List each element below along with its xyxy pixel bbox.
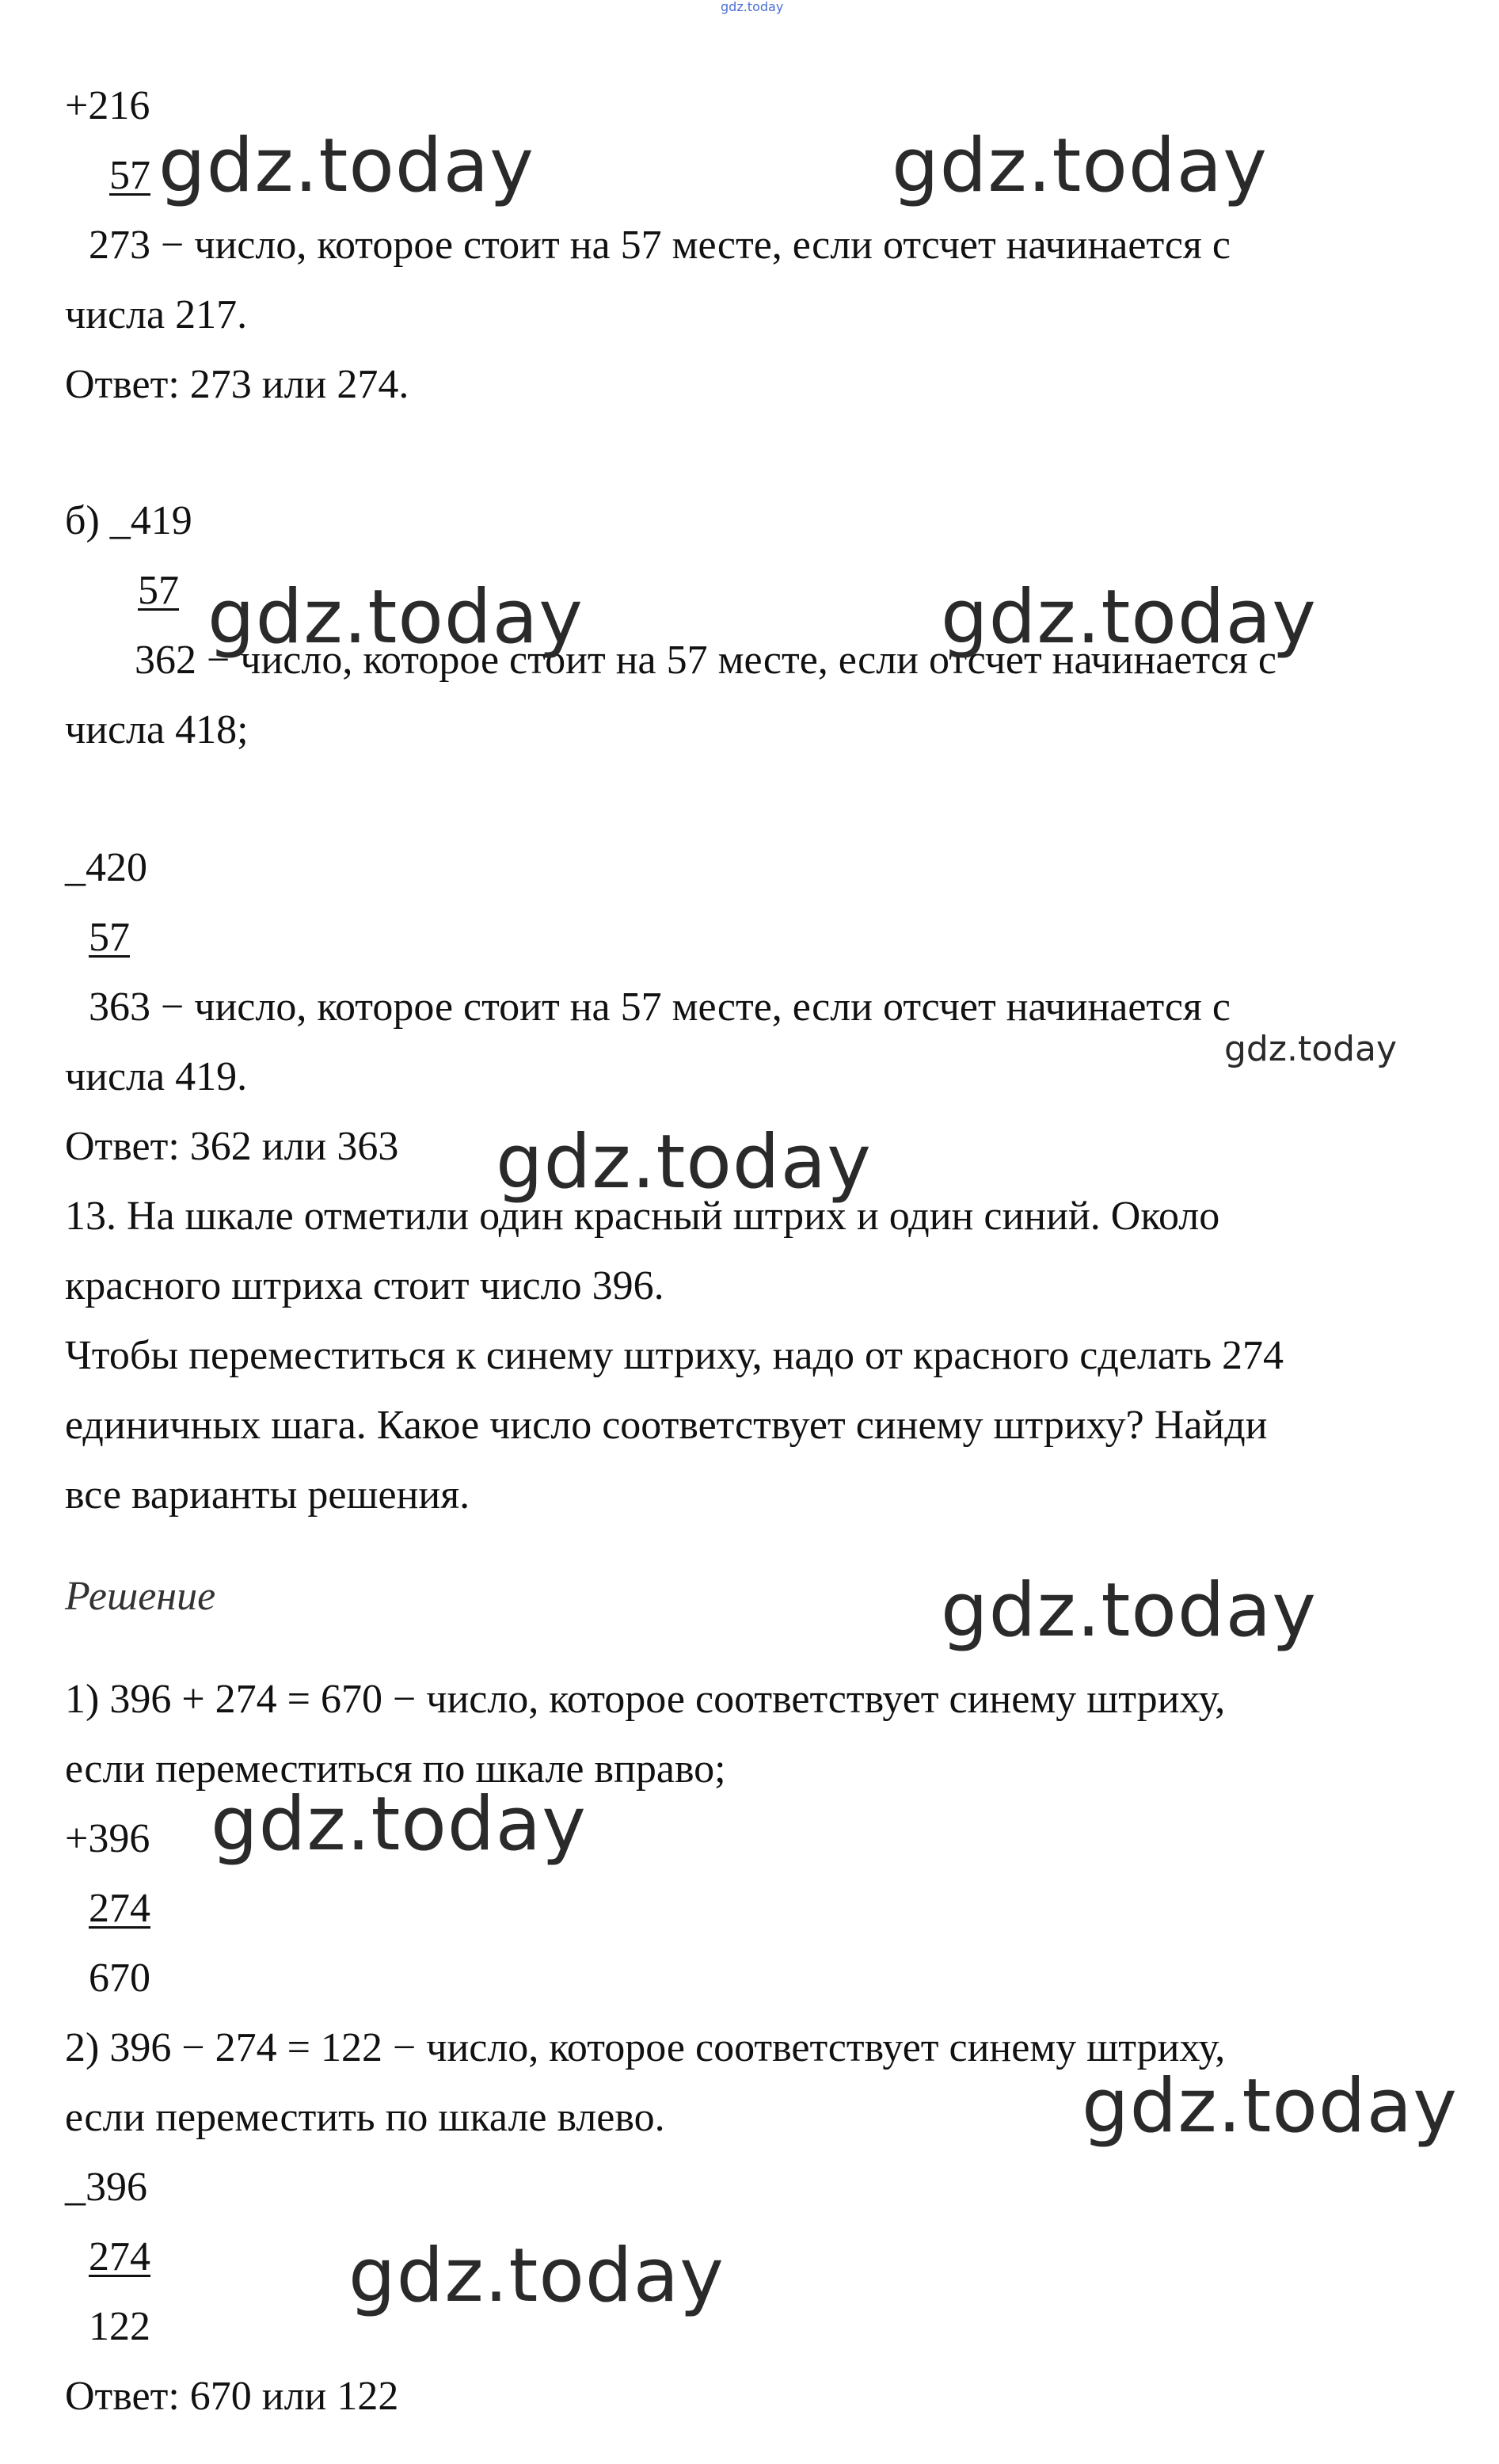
answer-line: Ответ: 362 или 363 (65, 1124, 399, 1169)
watermark-top: gdz.today (721, 0, 784, 14)
watermark: gdz.today (348, 2233, 725, 2319)
watermark: gdz.today (941, 574, 1317, 661)
watermark: gdz.today (158, 123, 535, 209)
solution-line: если переместиться по шкале вправо; (65, 1746, 726, 1792)
watermark: gdz.today (941, 1567, 1317, 1654)
calc-line-subtrahend: 274 (89, 2234, 150, 2279)
calc-line-minuend: _420 (65, 845, 147, 890)
calc-line-addend-1: +216 (65, 83, 150, 128)
task-text-line: 13. На шкале отметили один красный штрих и один синий. Около (65, 1194, 1220, 1239)
calc-line-addend-2: 57 (109, 153, 150, 198)
text-line: 363 − число, которое стоит на 57 месте, если отсчет начинается с (89, 984, 1231, 1030)
watermark: gdz.today (211, 1781, 587, 1868)
calc-line-result: 122 (89, 2304, 150, 2349)
solution-line: если переместить по шкале влево. (65, 2095, 665, 2140)
watermark: gdz.today (207, 574, 584, 661)
watermark: gdz.today (496, 1119, 872, 1205)
calc-line-subtrahend: 57 (89, 915, 130, 960)
task-text-line: Чтобы переместиться к синему штриху, надо от красного сделать 274 (65, 1333, 1284, 1378)
text-line: 273 − число, которое стоит на 57 месте, если отсчет начинается с (89, 223, 1231, 268)
watermark: gdz.today (1082, 2063, 1458, 2150)
answer-line: Ответ: 670 или 122 (65, 2374, 399, 2419)
calc-line-minuend: _396 (65, 2165, 147, 2210)
calc-line-minuend: б) _419 (65, 498, 192, 543)
solution-line: 2) 396 − 274 = 122 − число, которое соответствует синему штриху, (65, 2025, 1226, 2070)
text-line: 362 − число, которое стоит на 57 месте, если отсчет начинается с (135, 638, 1276, 683)
calc-line-result: 670 (89, 1956, 150, 2001)
watermark: gdz.today (1224, 1029, 1398, 1069)
text-line: числа 419. (65, 1054, 248, 1099)
task-text-line: все варианты решения. (65, 1472, 470, 1518)
solution-line: 1) 396 + 274 = 670 − число, которое соответствует синему штриху, (65, 1677, 1226, 1722)
solution-heading: Решение (65, 1574, 216, 1619)
task-text-line: красного штриха стоит число 396. (65, 1263, 664, 1308)
calc-line-subtrahend: 57 (138, 568, 179, 613)
text-line: числа 418; (65, 707, 249, 752)
answer-line: Ответ: 273 или 274. (65, 362, 409, 407)
task-text-line: единичных шага. Какое число соответствует синему штриху? Найди (65, 1403, 1268, 1448)
calc-line-addend-2: 274 (89, 1886, 150, 1931)
text-line: числа 217. (65, 292, 248, 337)
calc-line-addend-1: +396 (65, 1816, 150, 1861)
watermark: gdz.today (892, 123, 1268, 209)
